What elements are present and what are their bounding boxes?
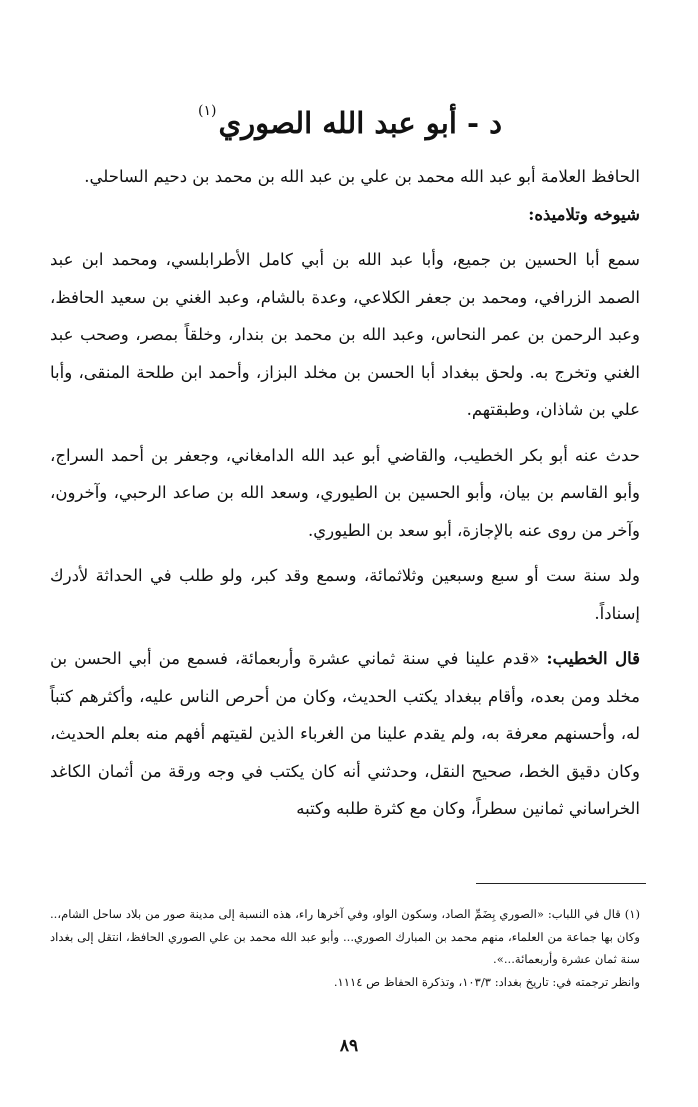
- birth-paragraph: ولد سنة ست أو سبع وسبعين وثلاثمائة، وسمع وقد كبر، ولو طلب في الحداثة لأدرك إسناداً.: [50, 566, 640, 623]
- quote-lead: قال الخطيب:: [546, 649, 640, 668]
- page-number: ٨٩: [339, 1036, 359, 1056]
- section-heading-teachers: شيوخه وتلاميذه:: [528, 204, 640, 224]
- khatib-quote-paragraph: [50, 640, 640, 828]
- quote-text: «قدم علينا في سنة ثماني عشرة وأربعمائة، فسمع من أبي الحسن بن مخلد ومن بعده، وأقام ببغداد يكتب الحديث، وكان من أحرص الناس عليه، وأكثرهم كتباً له، وأحسنهم معرفة به، ولم يقدم علينا من الغرباء الذين لقيتهم أفهم منه بعلم الحديث، وكان دقيق الخط، صحيح النقل، وحدثني أنه كان يكتب في وجه ورقة من أثمان الكاغد الخراساني ثمانين سطراً، وكان مع كثرة طلبه وكتبه: [50, 649, 640, 818]
- title-text: د - أبو عبد الله الصوري: [218, 106, 503, 141]
- students-paragraph: حدث عنه أبو بكر الخطيب، والقاضي أبو عبد الله الدامغاني، وجعفر بن أحمد السراج، وأبو القاسم بن بيان، وأبو الحسين بن الطيوري، وسعد الله بن صاعد الرحبي، وآخرون، وآخر من روى عنه بالإجازة، أبو سعد بن الطيوري.: [50, 445, 640, 540]
- footnotes: [50, 903, 640, 993]
- intro-paragraph: الحافظ العلامة أبو عبد الله محمد بن علي بن عبد الله بن محمد بن دحيم الساحلي.: [84, 167, 640, 186]
- footnote-reference: (١): [197, 103, 217, 120]
- footnote-references: وانظر ترجمته في: تاريخ بغداد: ١٠٣/٣، وتذكرة الحفاظ ص ١١١٤.: [333, 974, 640, 989]
- page-title: [0, 99, 698, 147]
- teachers-paragraph: سمع أبا الحسين بن جميع، وأبا عبد الله بن أبي كامل الأطرابلسي، ومحمد ابن عبد الصمد الزرافي، ومحمد بن جعفر الكلاعي، وعدة بالشام، وعبد الغني بن سعيد الحافظ، وعبد الرحمن بن عمر النحاس، وعبد الله بن محمد بن بندار، وخلقاً بمصر، وصحب عبد الغني وتخرج به. ولحق ببغداد أبا الحسن بن مخلد البزاز، وأحمد ابن طلحة المنقى، وأبا علي بن شاذان، وطبقتهم.: [50, 250, 640, 419]
- footnote-divider: [476, 883, 646, 884]
- footnote-1: (١) قال في اللباب: «الصوري بِضَمِّ الصاد، وسكون الواو، وفي آخرها راء، هذه النسبة إلى مدينة صور من بلاد ساحل الشام،.. وكان بها جماعة من العلماء، منهم محمد بن المبارك الصوري... وأبو عبد الله محمد بن علي الصوري الحافظ، انتقل إلى بغداد سنة ثمان عشرة وأربعمائة...».: [50, 907, 640, 966]
- main-text: [50, 158, 640, 828]
